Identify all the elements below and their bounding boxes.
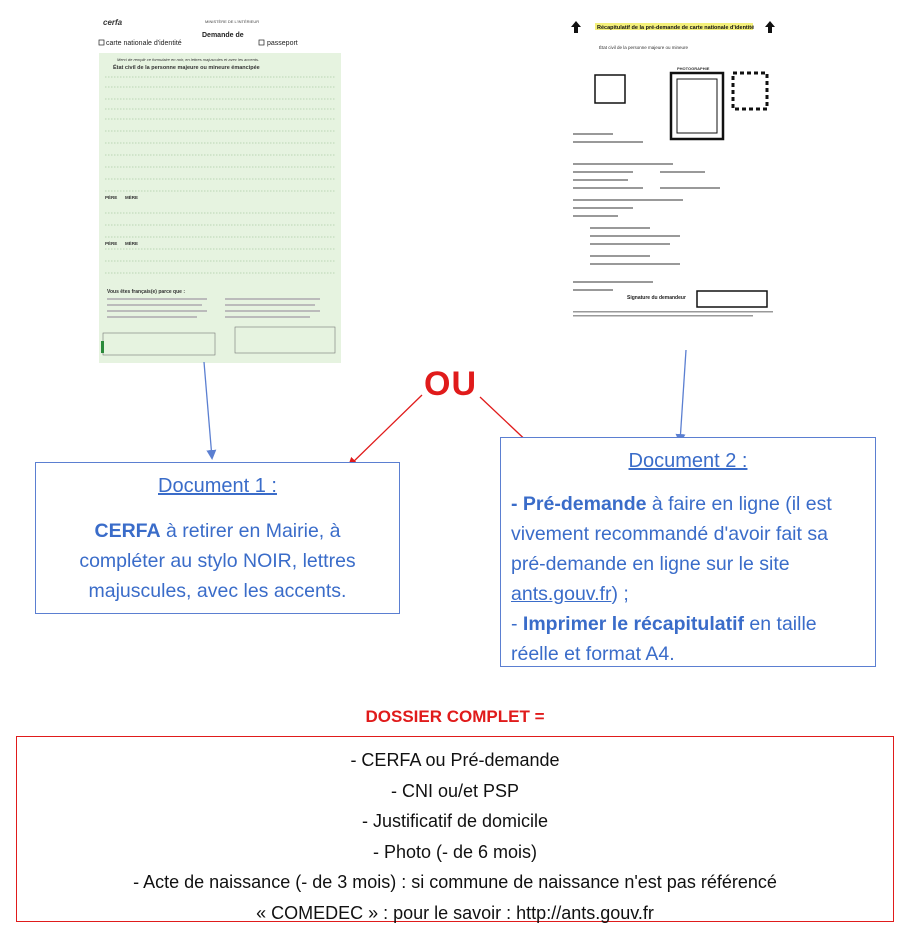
arrow-ou-to-doc1 bbox=[349, 395, 422, 466]
svg-text:Signature du demandeur: Signature du demandeur bbox=[627, 295, 686, 301]
dossier-item: - CNI ou/et PSP bbox=[390, 780, 520, 801]
dossier-item: - Justificatif de domicile bbox=[361, 811, 549, 831]
svg-text:Merci de remplir ce formulaire: Merci de remplir ce formulaire en noir, en lettres majuscules et avec les accents. bbox=[117, 57, 260, 62]
svg-text:État civil de la personne maje: État civil de la personne majeure ou mineure bbox=[599, 45, 689, 50]
dossier-item: - Photo (- de 6 mois) bbox=[372, 841, 538, 862]
svg-text:PHOTOGRAPHIE: PHOTOGRAPHIE bbox=[677, 66, 710, 71]
document1-box bbox=[35, 462, 400, 614]
svg-text:MINISTÈRE DE L'INTÉRIEUR: MINISTÈRE DE L'INTÉRIEUR bbox=[205, 19, 260, 24]
svg-text:MÈRE: MÈRE bbox=[125, 195, 139, 200]
document2-box bbox=[500, 437, 876, 667]
svg-text:Demande de: Demande de bbox=[202, 32, 244, 39]
cerfa-logo: cerfa bbox=[103, 18, 123, 27]
ants-link[interactable]: ants.gouv.fr bbox=[511, 583, 612, 605]
recap-form-thumbnail bbox=[565, 15, 783, 330]
svg-text:passeport: passeport bbox=[267, 40, 298, 47]
svg-text:carte nationale d'identité: carte nationale d'identité bbox=[106, 40, 182, 47]
document2-title: Document 2 : bbox=[628, 450, 748, 472]
svg-text:PÈRE: PÈRE bbox=[105, 195, 118, 200]
dossier-item: « COMEDEC » : pour le savoir : http://ants.gouv.fr bbox=[256, 902, 654, 923]
svg-text:État civil de la personne maje: État civil de la personne majeure ou mineure émancipée bbox=[113, 65, 260, 71]
document2-body: - Pré-demande à faire en ligne (il est vivement recommandé d'avoir fait sa pré-demande en ligne sur le site ants.gouv.fr) ; - Imprimer le récapitulatif en taille réelle et format A4. bbox=[511, 493, 832, 665]
svg-text:PÈRE: PÈRE bbox=[105, 241, 118, 246]
svg-text:MÈRE: MÈRE bbox=[125, 241, 139, 246]
ou-label: OU bbox=[424, 365, 477, 403]
document1-title: Document 1 : bbox=[158, 475, 277, 497]
dossier-item: - CERFA ou Pré-demande bbox=[350, 750, 560, 770]
dossier-box bbox=[16, 736, 894, 922]
dossier-title: DOSSIER COMPLET = bbox=[365, 707, 545, 726]
dossier-item: - Acte de naissance (- de 3 mois) : si commune de naissance n'est pas référencé bbox=[133, 872, 777, 892]
svg-text:Récapitulatif de la pré-demand: Récapitulatif de la pré-demande de carte nationale d'identité bbox=[597, 25, 755, 31]
document1-body: CERFA à retirer en Mairie, à compléter au stylo NOIR, lettres majuscules, avec les accents. bbox=[79, 520, 356, 602]
svg-text:Vous êtes français(e) parce qu: Vous êtes français(e) parce que : bbox=[107, 289, 185, 295]
cerfa-form-thumbnail bbox=[95, 15, 345, 365]
arrow-cerfa-to-doc1 bbox=[204, 362, 212, 458]
arrow-recap-to-doc2 bbox=[680, 350, 686, 442]
